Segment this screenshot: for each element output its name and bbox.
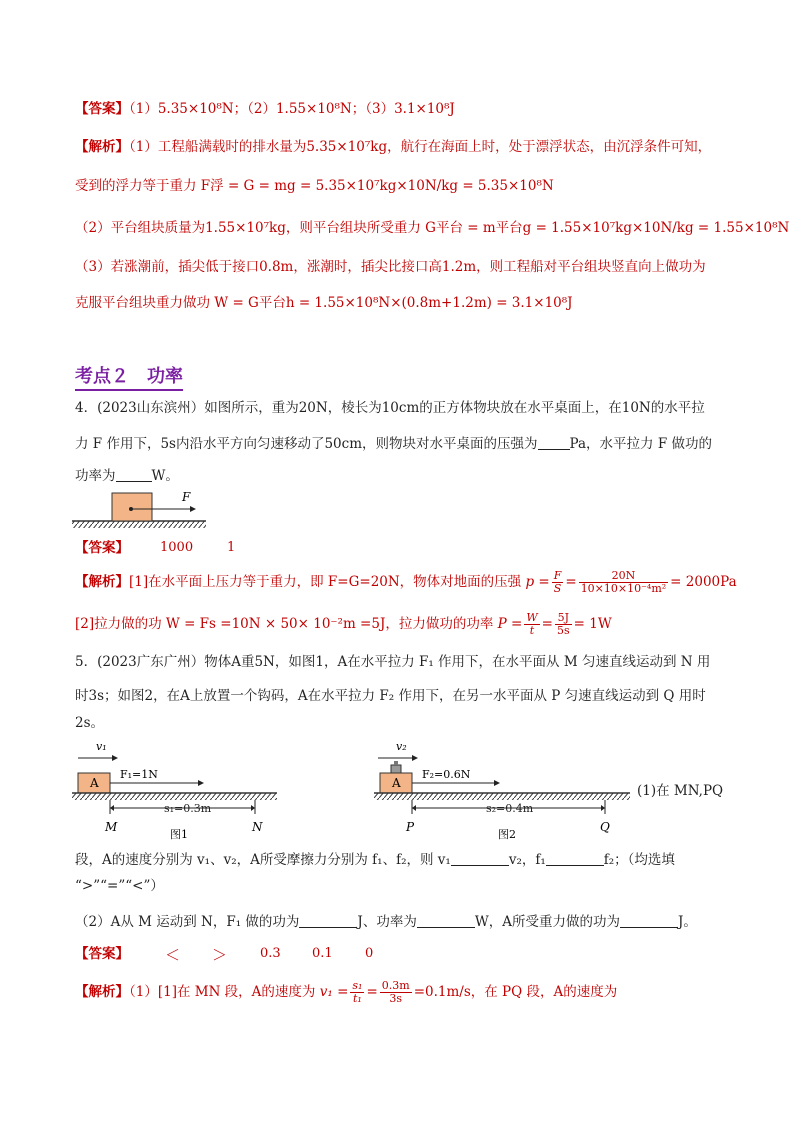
ground-hatch — [72, 521, 206, 528]
force-label: F — [182, 490, 191, 504]
arrow-head — [412, 805, 416, 811]
question-line: 时3s；如图2，在A上放置一个钩码，A在水平拉力 F₂ 作用下，在另一水平面从 P 匀速直线运动到 Q 用时 — [75, 688, 706, 704]
answer-blank[interactable] — [451, 851, 509, 866]
explanation-line — [75, 137, 711, 157]
question-text: (1)在 MN,PQ — [637, 783, 724, 799]
figure-1 — [72, 738, 284, 842]
fraction — [579, 570, 668, 595]
q4-figure — [72, 488, 212, 530]
question-text: 力 F 作用下，5s内沿水平方向匀速移动了50cm，则物块对水平桌面的压强为 — [75, 436, 538, 452]
force-label: F₁=1N — [120, 768, 158, 781]
explanation-line: （3）若涨潮前，插尖低于接口0.8m，涨潮时，插尖比接口高1.2m，则工程船对平台组块竖直向上做功为 — [75, 259, 706, 275]
question-line — [75, 912, 697, 932]
answer-label: 【答案】 — [75, 101, 129, 117]
arrow-head — [110, 805, 114, 811]
answer-value: 1 — [227, 540, 236, 555]
question-text: f₂；（均选填 — [603, 852, 675, 868]
answer-blank[interactable] — [546, 851, 604, 866]
explanation-line — [75, 980, 617, 1005]
answer-line — [75, 538, 129, 558]
numerator: W — [526, 611, 538, 624]
hook-weight — [391, 765, 401, 773]
question-line: 4．(2023山东滨州）如图所示，重为20N，棱长为10cm的正方体物块放在水平桌面上，在10N的水平拉 — [75, 400, 705, 416]
answer-value: ＜ — [165, 946, 181, 964]
question-text: 功率为 — [75, 468, 116, 484]
section-title: 考点２ 功率 — [75, 362, 183, 391]
explanation-line — [75, 570, 737, 595]
answer-blank[interactable] — [417, 913, 475, 928]
denominator: t₁ — [353, 992, 362, 1005]
numerator: F — [553, 569, 562, 582]
point-m: M — [105, 820, 118, 834]
explanation-text: （1）工程船满载时的排水量为5.35×10⁷kg，航行在海面上时，处于漂浮状态，由沉浮条件可知， — [129, 139, 712, 155]
explanation-label: 【解析】 — [75, 984, 129, 1000]
answer-label: 【答案】 — [75, 540, 129, 556]
answer-value: 0.3 — [260, 946, 281, 961]
numerator: 0.3m — [381, 979, 410, 992]
explanation-label: 【解析】 — [75, 139, 129, 155]
explanation-line: （2）平台组块质量为1.55×10⁷kg，则平台组块所受重力 G平台 = m平台g = 1.55×10⁷kg×10N/kg = 1.55×10⁸N — [75, 220, 790, 236]
answer-value: 0 — [365, 946, 374, 961]
question-text: J、功率为 — [357, 914, 417, 930]
fraction — [552, 570, 564, 595]
block-label: A — [90, 776, 99, 790]
fraction — [524, 612, 539, 637]
answer-blank[interactable] — [538, 435, 570, 450]
answer-value: ＞ — [212, 946, 228, 964]
point-n: N — [252, 820, 263, 834]
formula-var: P = — [497, 616, 523, 632]
question-text: 段，A的速度分别为 v₁、v₂，A所受摩擦力分别为 f₁、f₂，则 v₁ — [75, 852, 451, 868]
denominator: 3s — [389, 992, 403, 1005]
explanation-line: 克服平台组块重力做功 W = G平台h = 1.55×10⁸N×(0.8m+1.2m) = 3.1×10⁸J — [75, 295, 573, 311]
ground-hatch — [374, 793, 630, 800]
explanation-text: [2]拉力做的功 W = Fs =10N × 50× 10⁻²m =5J，拉力做功的功率 — [75, 616, 494, 632]
answer-blank[interactable] — [620, 913, 678, 928]
question-line: 5．(2023广东广州）物体A重5N，如图1，A在水平拉力 F₁ 作用下，在水平面从 M 匀速直线运动到 N 用 — [75, 654, 711, 670]
velocity-label: v₂ — [396, 740, 407, 753]
question-text: W，A所受重力做的功为 — [474, 914, 620, 930]
arrow-head — [251, 805, 255, 811]
formula-var: p = — [525, 574, 550, 590]
question-text: v₂，f₁ — [508, 852, 546, 868]
distance-label: s₂=0.4m — [486, 802, 534, 815]
question-text: J。 — [677, 914, 697, 930]
block-label: A — [392, 776, 401, 790]
arrow-head — [198, 780, 204, 786]
answer-line — [75, 944, 129, 964]
arrow-head — [494, 780, 500, 786]
arrow-head — [601, 805, 605, 811]
formula — [525, 569, 737, 595]
question-text: W。 — [151, 468, 179, 484]
question-line: 2s。 — [75, 715, 105, 731]
answer-value: 0.1 — [312, 946, 333, 961]
question-line — [75, 466, 179, 486]
fraction — [350, 980, 364, 1005]
explanation-line — [75, 612, 612, 637]
explanation-text: [1]在水平面上压力等于重力，即 F=G=20N，物体对地面的压强 — [129, 574, 522, 590]
fraction — [555, 612, 572, 637]
result: = 2000Pa — [670, 574, 737, 590]
explanation-text: 在 PQ 段，A的速度为 — [484, 984, 618, 1000]
answer-line — [75, 99, 455, 119]
cube-block — [112, 493, 152, 521]
question-text: Pa，水平拉力 F 做功的 — [569, 436, 712, 452]
result: = 1W — [573, 616, 612, 632]
denominator: t — [529, 624, 535, 637]
denominator: 10×10×10⁻⁴m² — [580, 582, 667, 595]
equals: = — [565, 574, 577, 590]
arrow-head — [412, 755, 418, 761]
figure-caption: 图2 — [498, 828, 516, 841]
force-label: F₂=0.6N — [422, 768, 471, 781]
question-line — [75, 434, 712, 454]
point-q: Q — [600, 820, 610, 834]
explanation-text: （1）[1]在 MN 段，A的速度为 — [129, 984, 316, 1000]
answer-text: （1）5.35×10⁸N；（2）1.55×10⁸N；（3）3.1×10⁸J — [129, 101, 455, 117]
formula — [319, 979, 618, 1005]
answer-blank[interactable] — [299, 913, 357, 928]
denominator: S — [553, 582, 562, 595]
fraction — [380, 980, 412, 1005]
numerator: 20N — [579, 570, 668, 583]
arrow-head — [112, 755, 118, 761]
numerator: s₁ — [352, 979, 363, 992]
formula-var: v₁ = — [319, 984, 349, 1000]
distance-label: s₁=0.3m — [164, 802, 212, 815]
question-line: “>”“=”“<”） — [75, 878, 164, 894]
answer-value: 1000 — [160, 540, 194, 555]
ground-hatch — [72, 793, 277, 800]
answer-blank[interactable] — [116, 467, 152, 482]
denominator: 5s — [556, 624, 570, 637]
answer-label: 【答案】 — [75, 946, 129, 962]
equals: = — [366, 984, 378, 1000]
velocity-label: v₁ — [96, 740, 107, 753]
arrow-head — [190, 506, 196, 512]
point-p: P — [406, 820, 415, 834]
equals: = — [541, 616, 553, 632]
result: =0.1m/s， — [413, 984, 485, 1000]
explanation-line: 受到的浮力等于重力 F浮 = G = mg = 5.35×10⁷kg×10N/kg = 5.35×10⁸N — [75, 178, 554, 194]
question-text: （2）A从 M 运动到 N，F₁ 做的功为 — [75, 914, 300, 930]
explanation-label: 【解析】 — [75, 574, 129, 590]
figure-2 — [374, 738, 636, 842]
hook-top — [394, 761, 398, 765]
question-line — [75, 850, 675, 870]
figure-caption: 图1 — [170, 828, 188, 841]
numerator: 5J — [555, 612, 572, 625]
